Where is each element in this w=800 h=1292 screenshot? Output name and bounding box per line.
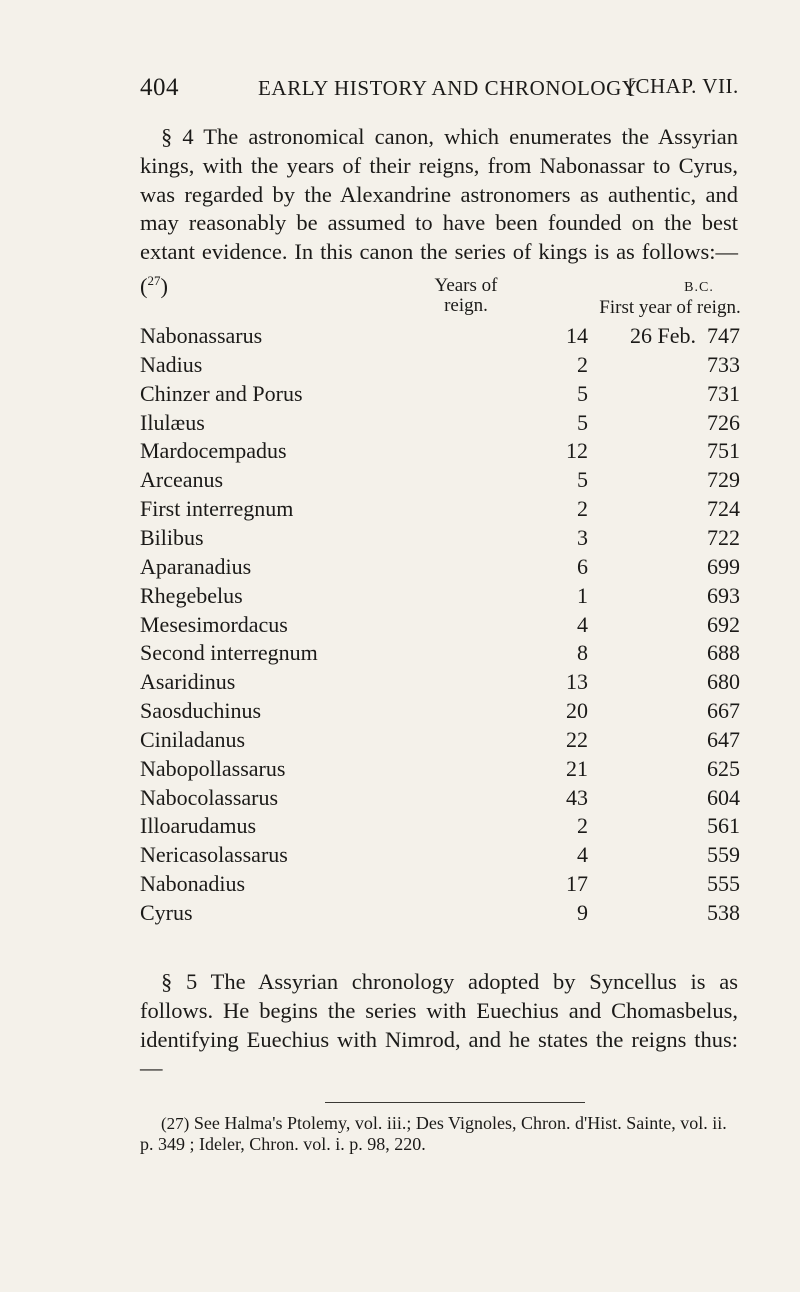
table-row — [140, 583, 740, 612]
bc-column-header — [570, 276, 770, 318]
first-year-bc: 604 — [707, 784, 740, 810]
table-row — [140, 842, 740, 871]
first-year-bc: 729 — [707, 467, 740, 493]
running-header — [140, 74, 740, 106]
table-row — [140, 352, 740, 381]
king-name: Illoarudamus — [140, 813, 257, 839]
reign-years: 8 — [577, 640, 588, 666]
reign-years: 17 — [566, 871, 588, 897]
king-name: Nabocolassarus — [140, 784, 279, 810]
first-year-bc: 680 — [707, 669, 740, 695]
king-name: Arceanus — [140, 467, 224, 493]
first-year-bc: 699 — [707, 553, 740, 579]
reign-years: 4 — [577, 611, 588, 637]
king-name: Rhegebelus — [140, 582, 243, 608]
table-row — [140, 756, 740, 785]
king-name: Second interregnum — [140, 640, 318, 666]
king-name: Asaridinus — [140, 669, 236, 695]
first-year-bc: 692 — [707, 611, 740, 637]
table-row — [140, 467, 740, 496]
king-name: Ilulæus — [140, 409, 205, 435]
reign-years: 9 — [577, 900, 588, 925]
reign-years: 5 — [577, 409, 588, 435]
running-title: EARLY HISTORY AND CHRONOLOGY — [258, 76, 638, 100]
king-name: Mesesimordacus — [140, 611, 288, 637]
reign-years: 12 — [566, 438, 588, 464]
reign-years: 3 — [577, 524, 588, 550]
bc-header-line-1: B.C. — [684, 280, 714, 295]
table-row — [140, 496, 740, 525]
first-year-bc: 26 Feb. 747 — [630, 323, 740, 348]
reign-years: 5 — [577, 467, 588, 493]
section-4-text: § 4 The astronomical canon, which enumerates the Assyrian kings, with the years of their reigns, from Nabonassar to Cyrus, was regarded by the Alexandrine astronomers as authentic, and may reasonably be assumed to have been founded on the best extant evidence. In this canon the series of kings is as follows:—( — [140, 124, 738, 299]
years-header-line-2: reign. — [444, 295, 488, 316]
table-row — [140, 323, 740, 352]
reign-years: 1 — [577, 582, 588, 608]
reign-years: 5 — [577, 380, 588, 406]
table-row — [140, 669, 740, 698]
table-row — [140, 554, 740, 583]
table-row — [140, 785, 740, 814]
table-row — [140, 438, 740, 467]
table-row — [140, 640, 740, 669]
reign-years: 4 — [577, 842, 588, 868]
reign-years: 20 — [566, 698, 588, 724]
footnote-index: (27) — [161, 1114, 190, 1133]
first-year-bc: 559 — [707, 842, 740, 868]
king-name: Nabopollassarus — [140, 755, 286, 781]
reign-years: 14 — [566, 323, 588, 348]
king-name: Saosduchinus — [140, 698, 261, 724]
first-year-bc: 724 — [707, 496, 740, 522]
table-row — [140, 381, 740, 410]
first-year-bc: 667 — [707, 698, 740, 724]
table-row — [140, 525, 740, 554]
footnote — [140, 1113, 740, 1155]
first-year-bc: 538 — [707, 900, 740, 925]
reign-years: 2 — [577, 496, 588, 522]
reign-years: 2 — [577, 351, 588, 377]
reign-years: 6 — [577, 553, 588, 579]
first-year-bc: 731 — [707, 380, 740, 406]
king-name: Aparanadius — [140, 553, 252, 579]
first-year-bc: 751 — [707, 438, 740, 464]
king-name: Ciniladanus — [140, 726, 246, 752]
king-name: Bilibus — [140, 524, 204, 550]
table-row — [140, 612, 740, 641]
table-row — [140, 813, 740, 842]
reign-years: 2 — [577, 813, 588, 839]
first-year-bc: 726 — [707, 409, 740, 435]
king-name: Nericasolassarus — [140, 842, 288, 868]
bc-header-line-2: First year of reign. — [599, 297, 741, 318]
page-number: 404 — [140, 74, 179, 101]
years-column-header — [396, 276, 536, 316]
years-header-line-1: Years of — [434, 275, 498, 296]
first-year-bc: 688 — [707, 640, 740, 666]
first-year-bc: 647 — [707, 726, 740, 752]
king-name: Nadius — [140, 351, 203, 377]
footnote-text: See Halma's Ptolemy, vol. iii.; Des Vignoles, Chron. d'Hist. Sainte, vol. ii. p. 349 ; Ideler, Chron. vol. i. p. 98, 220. — [140, 1113, 727, 1154]
reign-years: 43 — [566, 784, 588, 810]
footnote-reference: 27 — [147, 272, 161, 288]
first-year-bc: 561 — [707, 813, 740, 839]
footnote-divider — [325, 1102, 585, 1103]
first-year-bc: 693 — [707, 582, 740, 608]
first-year-bc: 555 — [707, 871, 740, 897]
first-year-bc: 722 — [707, 524, 740, 550]
king-name: Cyrus — [140, 900, 193, 925]
king-name: First interregnum — [140, 496, 294, 522]
king-name: Nabonassarus — [140, 323, 263, 348]
table-row — [140, 410, 740, 439]
section-5-paragraph: § 5 The Assyrian chronology adopted by Syncellus is as follows. He begins the series with Euechius and Chomasbelus, identifying Euechius with Nimrod, and he states the reigns thus:— — [140, 969, 738, 1081]
table-row — [140, 900, 740, 929]
table-row — [140, 698, 740, 727]
first-year-bc: 733 — [707, 351, 740, 377]
table-row — [140, 871, 740, 900]
reign-years: 13 — [566, 669, 588, 695]
table-row — [140, 727, 740, 756]
first-year-bc: 625 — [707, 755, 740, 781]
reign-years: 21 — [566, 755, 588, 781]
king-name: Nabonadius — [140, 871, 246, 897]
king-name: Chinzer and Porus — [140, 380, 303, 406]
section-4-close-paren: ) — [160, 273, 168, 299]
king-name: Mardocempadus — [140, 438, 287, 464]
chapter-label: [CHAP. VII. — [628, 74, 739, 98]
reign-years: 22 — [566, 726, 588, 752]
